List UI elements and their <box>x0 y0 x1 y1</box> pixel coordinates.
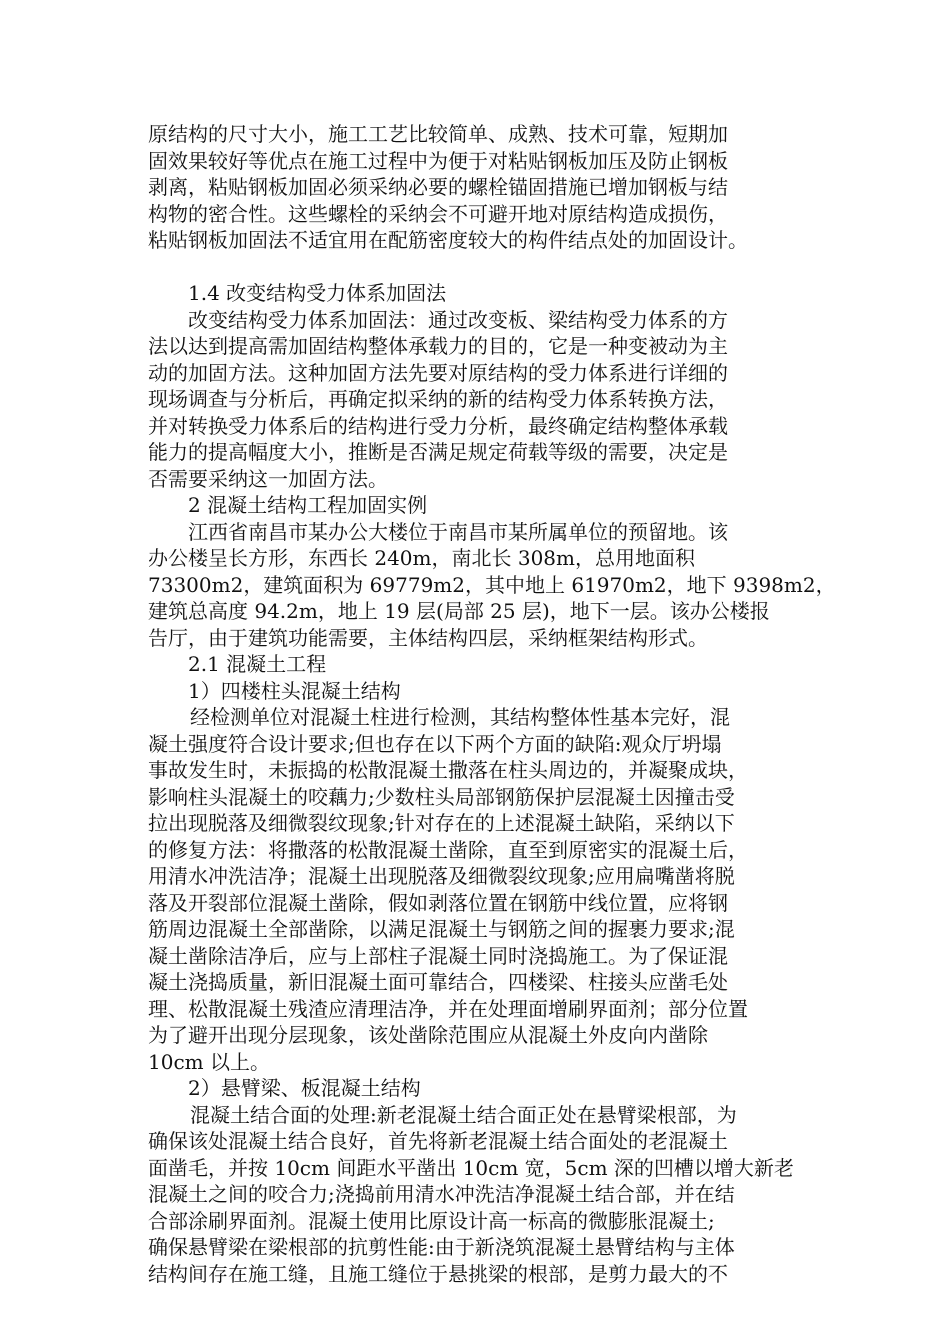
text-line: 2）悬臂梁、板混凝土结构 <box>188 1076 421 1100</box>
text-line: 固效果较好等优点在施工过程中为便于对粘贴钢板加压及防止钢板 <box>148 148 728 173</box>
text-line: 1.4 改变结构受力体系加固法 <box>188 281 447 305</box>
text-line: 剥离，粘贴钢板加固必须采纳必要的螺栓锚固措施已增加钢板与结 <box>148 175 728 199</box>
text-line: 能力的提高幅度大小，推断是否满足规定荷载等级的需要，决定是 <box>148 440 728 464</box>
text-line: 落及开裂部位混凝土凿除，假如剥落位置在钢筋中线位置，应将钢 <box>148 890 728 915</box>
text-line: 混凝土结合面的处理:新老混凝土结合面正处在悬臂梁根部，为 <box>190 1102 737 1127</box>
text-line: 面凿毛，并按 10cm 间距水平凿出 10cm 宽，5cm 深的凹槽以增大新老 <box>148 1155 794 1180</box>
text-line: 现场调查与分析后，再确定拟采纳的新的结构受力体系转换方法， <box>148 387 728 411</box>
text-line: 2.1 混凝土工程 <box>188 652 327 676</box>
text-line: 2 混凝土结构工程加固实例 <box>188 493 428 517</box>
text-line: 原结构的尺寸大小，施工工艺比较简单、成熟、技术可靠，短期加 <box>148 122 728 146</box>
text-line: 经检测单位对混凝土柱进行检测，其结构整体性基本完好，混 <box>190 705 730 729</box>
text-line: 粘贴钢板加固法不适宜用在配筋密度较大的构件结点处的加固设计。 <box>148 228 748 252</box>
text-line: 动的加固方法。这种加固方法先要对原结构的受力体系进行详细的 <box>148 360 728 385</box>
text-line: 办公楼呈长方形，东西长 240m，南北长 308m，总用地面积 <box>148 546 695 570</box>
text-line: 告厅，由于建筑功能需要，主体结构四层，采纳框架结构形式。 <box>148 625 708 650</box>
text-line: 73300m2，建筑面积为 69779m2，其中地上 61970m2，地下 9398m2， <box>148 572 836 597</box>
text-line: 为了避开出现分层现象，该处凿除范围应从混凝土外皮向内凿除 <box>148 1023 708 1047</box>
text-line: 合部涂刷界面剂。混凝土使用比原设计高一标高的微膨胀混凝土; <box>148 1208 715 1233</box>
text-line: 10cm 以上。 <box>148 1049 270 1074</box>
text-line: 并对转换受力体系后的结构进行受力分析，最终确定结构整体承载 <box>148 413 728 438</box>
text-line: 凝土浇捣质量，新旧混凝土面可靠结合，四楼梁、柱接头应凿毛处 <box>148 970 728 994</box>
text-line: 的修复方法：将撒落的松散混凝土凿除，直至到原密实的混凝土后， <box>148 837 748 862</box>
text-line: 事故发生时，未振捣的松散混凝土撒落在柱头周边的，并凝聚成块， <box>148 758 748 782</box>
text-line: 建筑总高度 94.2m，地上 19 层(局部 25 层)，地下一层。该办公楼报 <box>148 599 770 623</box>
text-line: 确保该处混凝土结合良好，首先将新老混凝土结合面处的老混凝土 <box>148 1129 728 1153</box>
text-line: 江西省南昌市某办公大楼位于南昌市某所属单位的预留地。该 <box>188 519 728 544</box>
text-line: 影响柱头混凝土的咬藕力;少数柱头局部钢筋保护层混凝土因撞击受 <box>148 784 735 809</box>
text-line: 凝土强度符合设计要求;但也存在以下两个方面的缺陷:观众厅坍塌 <box>148 731 722 756</box>
document-body <box>148 121 836 1287</box>
paragraph-gap <box>148 254 808 281</box>
text-line: 混凝土之间的咬合力;浇捣前用清水冲洗洁净混凝土结合部，并在结 <box>148 1182 735 1206</box>
text-line: 构物的密合性。这些螺栓的采纳会不可避开地对原结构造成损伤， <box>148 201 728 226</box>
text-line: 1）四楼柱头混凝土结构 <box>188 678 401 703</box>
text-line: 否需要采纳这一加固方法。 <box>148 466 388 491</box>
text-line: 确保悬臂梁在梁根部的抗剪性能:由于新浇筑混凝土悬臂结构与主体 <box>148 1235 735 1259</box>
text-line: 拉出现脱落及细微裂纹现象;针对存在的上述混凝土缺陷，采纳以下 <box>148 811 735 835</box>
text-line: 筋周边混凝土全部凿除，以满足混凝土与钢筋之间的握裹力要求;混 <box>148 917 735 941</box>
text-line: 改变结构受力体系加固法：通过改变板、梁结构受力体系的方 <box>188 307 728 332</box>
text-line: 结构间存在施工缝，且施工缝位于悬挑梁的根部，是剪力最大的不 <box>148 1261 728 1286</box>
text-line: 理、松散混凝土残渣应清理洁净，并在处理面增刷界面剂；部分位置 <box>148 996 748 1021</box>
text-line: 凝土凿除洁净后，应与上部柱子混凝土同时浇捣施工。为了保证混 <box>148 943 728 968</box>
text-line: 用清水冲洗洁净；混凝土出现脱落及细微裂纹现象;应用扁嘴凿将脱 <box>148 864 735 888</box>
text-line: 法以达到提高需加固结构整体承载力的目的，它是一种变被动为主 <box>148 334 728 358</box>
